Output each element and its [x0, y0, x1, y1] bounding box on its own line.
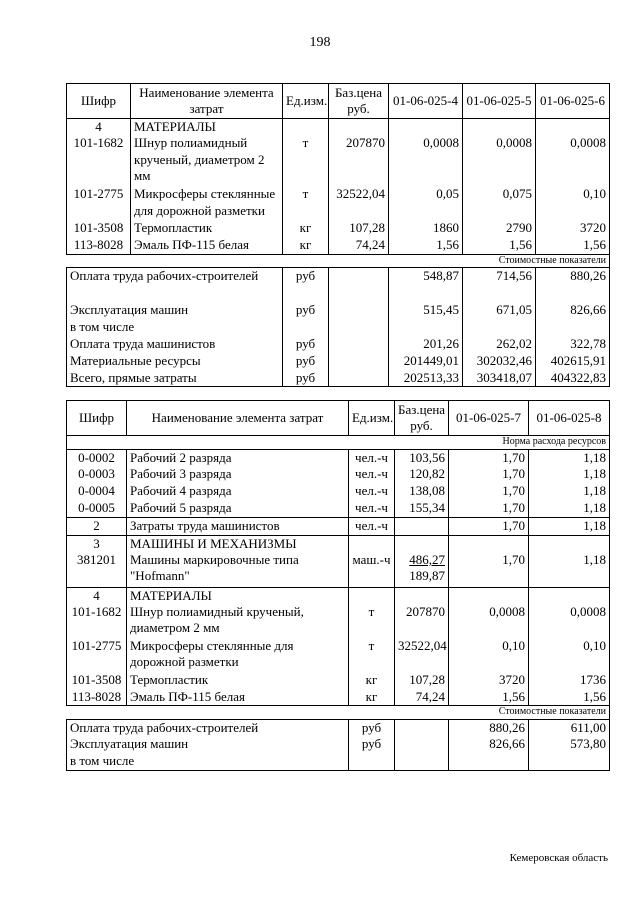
cell-name: Эмаль ПФ-115 белая	[127, 689, 349, 706]
cell-unit: т	[283, 135, 329, 186]
cell-value: 1,56	[389, 237, 463, 254]
cell-value: 1,56	[529, 689, 610, 706]
summary-value: 548,87	[389, 268, 463, 302]
cell-value: 1,18	[529, 483, 610, 500]
summary-value: 880,26	[536, 268, 610, 302]
summary-name: Эксплуатация машин	[67, 302, 283, 319]
summary-name: в том числе	[67, 753, 349, 770]
cell-code: 0-0004	[67, 483, 127, 500]
cell-value: 3720	[536, 220, 610, 237]
header-name: Наименование элемента затрат	[127, 401, 349, 436]
cell-code: 0-0003	[67, 466, 127, 483]
page-number: 198	[309, 35, 331, 50]
cell-price: 120,82	[395, 466, 449, 483]
header-price: Баз.цена руб.	[329, 84, 389, 119]
summary-name: Всего, прямые затраты	[67, 370, 283, 387]
section-title: МАТЕРИАЛЫ	[131, 119, 283, 136]
cell-name: Рабочий 4 разряда	[127, 483, 349, 500]
cell-price: 155,34	[395, 500, 449, 517]
cell-name: Микросферы стеклянные для дорожной разметки	[127, 638, 349, 672]
cell-unit: чел.-ч	[349, 517, 395, 535]
cell-name: Рабочий 2 разряда	[127, 449, 349, 466]
summary-value: 404322,83	[536, 370, 610, 387]
cell-value: 1,70	[449, 483, 529, 500]
cell-name: Шнур полиамидный крученый, диаметром 2 мм	[131, 135, 283, 186]
section-code: 4	[67, 587, 127, 604]
cell-unit: т	[349, 638, 395, 672]
summary-value: 880,26	[449, 719, 529, 736]
summary-value: 573,80	[529, 736, 610, 753]
cell-code: 0-0005	[67, 500, 127, 517]
cell-unit: кг	[283, 237, 329, 254]
cost-section-row	[67, 254, 610, 268]
cell-code: 2	[67, 517, 127, 535]
section-title: МАТЕРИАЛЫ	[127, 587, 349, 604]
summary-name: Оплата труда машинистов	[67, 336, 283, 353]
table-row	[67, 483, 610, 500]
table-row	[67, 500, 610, 517]
cell-price: 32522,04	[395, 638, 449, 672]
summary-value: 302032,46	[463, 353, 536, 370]
cell-value: 1,56	[536, 237, 610, 254]
summary-unit: руб	[283, 302, 329, 319]
cell-value: 1,70	[449, 449, 529, 466]
summary-value: 201449,01	[389, 353, 463, 370]
cell-value: 1860	[389, 220, 463, 237]
table-row	[67, 220, 610, 237]
cell-code: 101-1682	[67, 135, 131, 186]
cell-price: 107,28	[395, 672, 449, 689]
cell-price	[395, 517, 449, 535]
cell-code: 101-2775	[67, 638, 127, 672]
summary-row	[67, 302, 610, 319]
footer-region: Кемеровская область	[509, 852, 608, 864]
cell-name: Машины маркировочные типа "Hofmann"	[127, 552, 349, 587]
cell-price: 32522,04	[329, 186, 389, 220]
table-header-row	[67, 401, 610, 436]
cell-value: 1,18	[529, 552, 610, 587]
table-row	[67, 604, 610, 638]
table-row	[67, 552, 610, 587]
summary-value: 714,56	[463, 268, 536, 302]
cell-value: 1,18	[529, 466, 610, 483]
cell-value: 0,0008	[463, 135, 536, 186]
section-code: 4	[67, 119, 131, 136]
cell-value: 1,70	[449, 466, 529, 483]
resource-section-row	[67, 436, 610, 450]
summary-name: Эксплуатация машин	[67, 736, 349, 753]
cell-value: 0,0008	[536, 135, 610, 186]
cell-value: 0,075	[463, 186, 536, 220]
section-row	[67, 587, 610, 604]
summary-value: 262,02	[463, 336, 536, 353]
header-col-3: 01-06-025-6	[536, 84, 610, 119]
machine-price: 486,27	[409, 552, 445, 567]
header-unit: Ед.изм.	[349, 401, 395, 436]
header-col-2: 01-06-025-5	[463, 84, 536, 119]
cell-code: 101-3508	[67, 220, 131, 237]
resource-section-label: Норма расхода ресурсов	[67, 436, 610, 450]
summary-row	[67, 319, 610, 336]
cell-unit: кг	[283, 220, 329, 237]
cell-value: 0,10	[449, 638, 529, 672]
summary-value: 402615,91	[536, 353, 610, 370]
cell-unit: маш.-ч	[349, 552, 395, 587]
table-row	[67, 689, 610, 706]
cell-value: 1,18	[529, 517, 610, 535]
cell-value: 1,56	[463, 237, 536, 254]
summary-name: Оплата труда рабочих-строителей	[67, 719, 349, 736]
summary-row	[67, 336, 610, 353]
cell-name: Эмаль ПФ-115 белая	[131, 237, 283, 254]
cell-value: 0,0008	[449, 604, 529, 638]
summary-unit: руб	[349, 736, 395, 753]
cell-name: Микросферы стеклянные для дорожной разметки	[131, 186, 283, 220]
cost-section-label: Стоимостные показатели	[67, 254, 610, 268]
cell-unit: кг	[349, 689, 395, 706]
cell-value: 0,10	[536, 186, 610, 220]
cell-unit: чел.-ч	[349, 483, 395, 500]
cell-value: 1,70	[449, 517, 529, 535]
header-price: Баз.цена руб.	[395, 401, 449, 436]
cell-price	[395, 552, 449, 587]
cell-value: 0,10	[529, 638, 610, 672]
table-row	[67, 135, 610, 186]
cell-name: Шнур полиамидный крученый, диаметром 2 мм	[127, 604, 349, 638]
table-row	[67, 672, 610, 689]
cell-price: 74,24	[395, 689, 449, 706]
section-title: МАШИНЫ И МЕХАНИЗМЫ	[127, 535, 349, 552]
header-unit: Ед.изм.	[283, 84, 329, 119]
cell-code: 113-8028	[67, 237, 131, 254]
summary-row	[67, 753, 610, 770]
summary-unit: руб	[283, 336, 329, 353]
cell-value: 3720	[449, 672, 529, 689]
summary-unit: руб	[349, 719, 395, 736]
cell-unit: т	[283, 186, 329, 220]
cell-value: 0,0008	[529, 604, 610, 638]
cell-code: 101-1682	[67, 604, 127, 638]
table-row	[67, 517, 610, 535]
cell-code: 101-3508	[67, 672, 127, 689]
section-row	[67, 119, 610, 136]
table-row	[67, 466, 610, 483]
cell-price: 207870	[329, 135, 389, 186]
summary-name: Материальные ресурсы	[67, 353, 283, 370]
cell-value: 0,05	[389, 186, 463, 220]
cell-price: 107,28	[329, 220, 389, 237]
summary-value: 611,00	[529, 719, 610, 736]
summary-row	[67, 353, 610, 370]
header-col-2: 01-06-025-8	[529, 401, 610, 436]
section-code: 3	[67, 535, 127, 552]
cost-table-2	[66, 400, 610, 771]
cell-name: Затраты труда машинистов	[127, 517, 349, 535]
cell-value: 1,70	[449, 552, 529, 587]
summary-unit: руб	[283, 370, 329, 387]
table-row	[67, 638, 610, 672]
summary-unit: руб	[283, 268, 329, 302]
cell-name: Термопластик	[131, 220, 283, 237]
section-row	[67, 535, 610, 552]
summary-value: 671,05	[463, 302, 536, 319]
cell-unit: т	[349, 604, 395, 638]
header-col-1: 01-06-025-7	[449, 401, 529, 436]
cell-name: Термопластик	[127, 672, 349, 689]
cell-value: 2790	[463, 220, 536, 237]
summary-value: 202513,33	[389, 370, 463, 387]
cell-code: 101-2775	[67, 186, 131, 220]
summary-row	[67, 719, 610, 736]
cost-section-label: Стоимостные показатели	[67, 706, 610, 720]
cell-value: 0,0008	[389, 135, 463, 186]
table-row	[67, 186, 610, 220]
cell-price: 74,24	[329, 237, 389, 254]
cell-unit: чел.-ч	[349, 500, 395, 517]
cost-section-row	[67, 706, 610, 720]
cell-code: 0-0002	[67, 449, 127, 466]
cell-unit: чел.-ч	[349, 449, 395, 466]
table-header-row	[67, 84, 610, 119]
table-row	[67, 237, 610, 254]
cell-value: 1,18	[529, 500, 610, 517]
summary-value: 826,66	[449, 736, 529, 753]
cell-name: Рабочий 3 разряда	[127, 466, 349, 483]
cost-table-1	[66, 83, 610, 387]
cell-unit: чел.-ч	[349, 466, 395, 483]
summary-row	[67, 268, 610, 302]
header-name: Наименование элемента затрат	[131, 84, 283, 119]
table-row	[67, 449, 610, 466]
header-code: Шифр	[67, 401, 127, 436]
summary-value: 515,45	[389, 302, 463, 319]
cell-price: 103,56	[395, 449, 449, 466]
cell-price: 207870	[395, 604, 449, 638]
header-code: Шифр	[67, 84, 131, 119]
cell-value: 1,70	[449, 500, 529, 517]
summary-value: 303418,07	[463, 370, 536, 387]
machine-price-operator: 189,87	[409, 568, 445, 584]
summary-row	[67, 736, 610, 753]
cell-code: 381201	[67, 552, 127, 587]
summary-unit: руб	[283, 353, 329, 370]
summary-name: Оплата труда рабочих-строителей	[67, 268, 283, 302]
summary-name: в том числе	[67, 319, 283, 336]
cell-code: 113-8028	[67, 689, 127, 706]
summary-row	[67, 370, 610, 387]
header-col-1: 01-06-025-4	[389, 84, 463, 119]
summary-value: 826,66	[536, 302, 610, 319]
cell-name: Рабочий 5 разряда	[127, 500, 349, 517]
cell-price: 138,08	[395, 483, 449, 500]
summary-value: 322,78	[536, 336, 610, 353]
cell-value: 1,18	[529, 449, 610, 466]
cell-value: 1736	[529, 672, 610, 689]
cell-value: 1,56	[449, 689, 529, 706]
summary-value: 201,26	[389, 336, 463, 353]
cell-unit: кг	[349, 672, 395, 689]
